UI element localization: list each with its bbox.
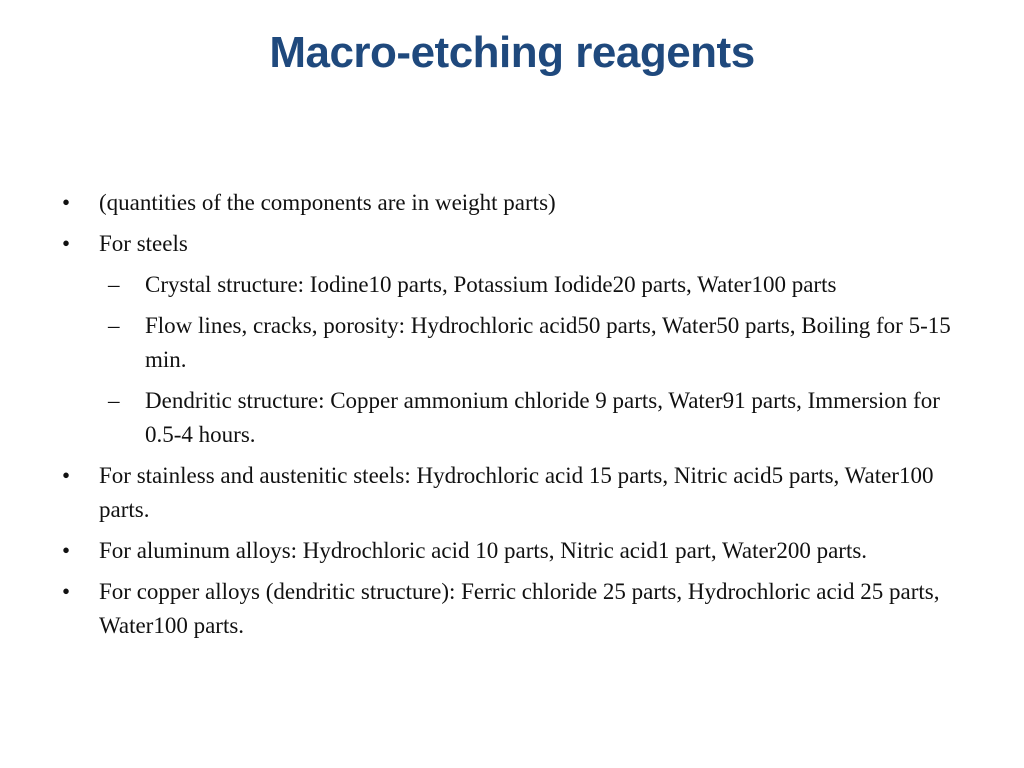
sub-bullet-marker: – (108, 388, 120, 413)
bullet-text: For aluminum alloys: Hydrochloric acid 10 parts, Nitric acid1 part, Water200 parts. (99, 538, 868, 563)
slide-title: Macro-etching reagents (269, 28, 755, 77)
bullet-text: For stainless and austenitic steels: Hydrochloric acid 15 parts, Nitric acid5 parts, Water100 parts. (99, 463, 934, 522)
sub-bullet-text: Crystal structure: Iodine10 parts, Potassium Iodide20 parts, Water100 parts (145, 272, 837, 297)
bullet-marker: • (62, 538, 71, 563)
bullet-marker: • (62, 463, 71, 488)
bullet-item (62, 575, 972, 643)
bullet-item (62, 534, 972, 568)
bullet-item (62, 227, 972, 261)
sub-bullet-item (108, 384, 972, 452)
sub-bullet-item (108, 268, 972, 302)
bullet-list (62, 186, 972, 650)
sub-bullet-marker: – (108, 313, 120, 338)
bullet-marker: • (62, 579, 71, 604)
bullet-item (62, 186, 972, 220)
sub-bullet-text: Dendritic structure: Copper ammonium chloride 9 parts, Water91 parts, Immersion for 0.5-4 hours. (145, 388, 940, 447)
bullet-text: For copper alloys (dendritic structure): Ferric chloride 25 parts, Hydrochloric acid 25 parts, Water100 parts. (99, 579, 940, 638)
sub-bullet-marker: – (108, 272, 120, 297)
sub-bullet-text: Flow lines, cracks, porosity: Hydrochloric acid50 parts, Water50 parts, Boiling for 5-15 min. (145, 313, 951, 372)
bullet-text: (quantities of the components are in weight parts) (99, 190, 556, 215)
bullet-text: For steels (99, 231, 188, 256)
bullet-marker: • (62, 190, 71, 215)
bullet-item (62, 459, 972, 527)
sub-bullet-item (108, 309, 972, 377)
bullet-marker: • (62, 231, 71, 256)
